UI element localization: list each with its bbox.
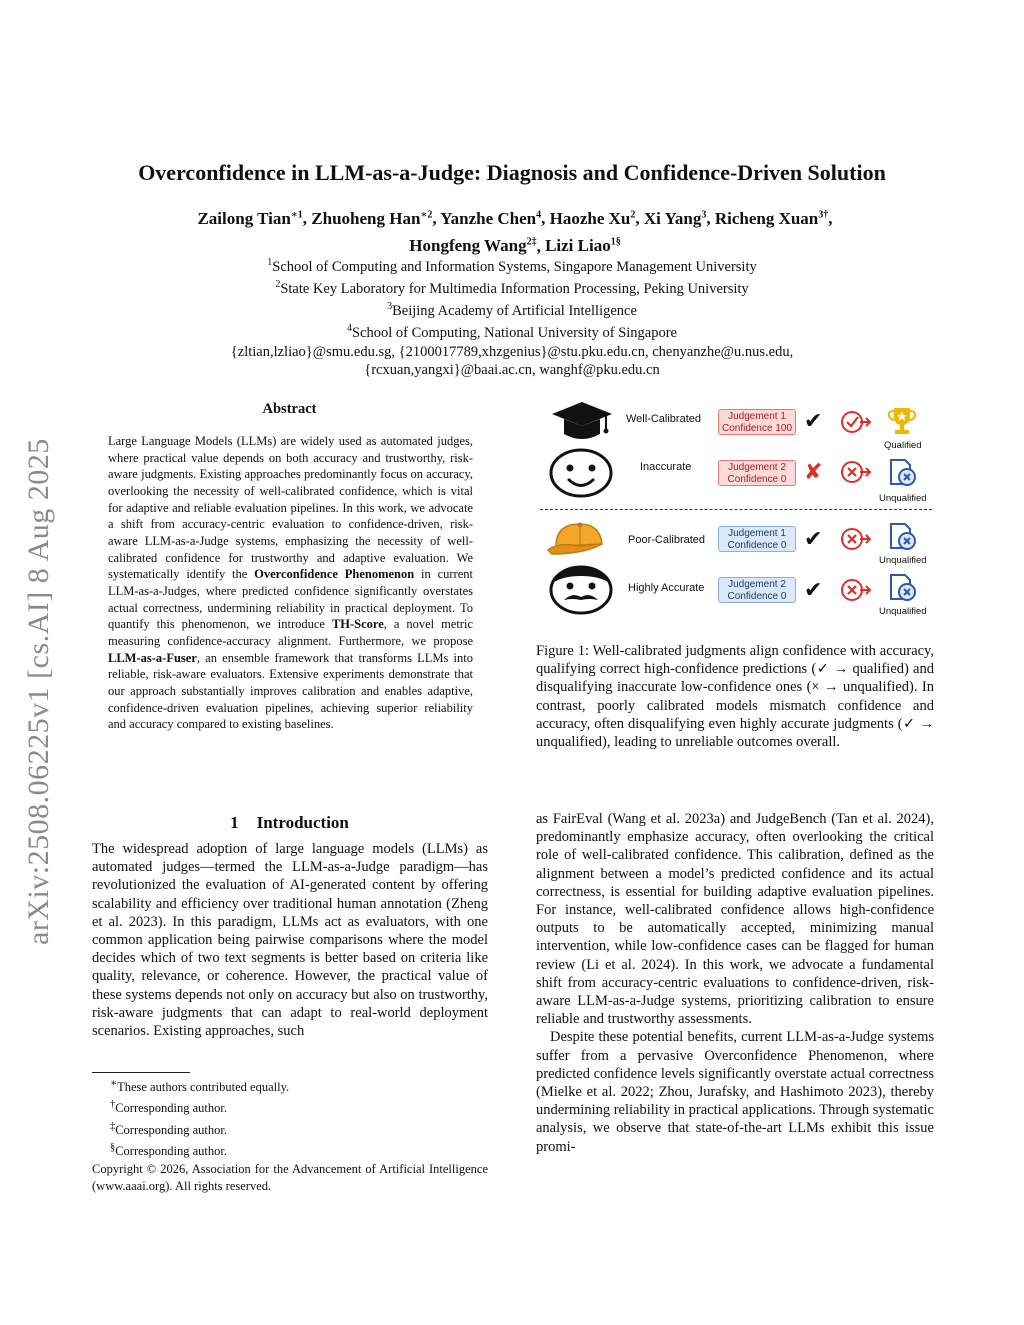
judgement-box: Judgement 1 Confidence 100 — [718, 409, 796, 435]
judgement-box: Judgement 2 Confidence 0 — [718, 577, 796, 603]
outcome-label: Unqualified — [879, 606, 927, 617]
cross-mark-icon: ✘ — [804, 459, 823, 484]
check-mark-icon: ✔ — [804, 577, 823, 602]
row-label: Poor-Calibrated — [628, 534, 706, 546]
figure-dashed-divider — [540, 509, 932, 510]
abstract-body: Large Language Models (LLMs) are widely used as automated judges, where practical value depends on both accuracy and trustworthy, risk-aware judgments. Existing approaches predominantly focus on accuracy, overlooking the necessity of well-calibrated confidence, which is vital for adaptive and reliable evaluation pipelines. In this work, we advocate a shift from accuracy-centric evaluation to confidence-driven, risk-aware LLM-as-a-Judge systems, emphasizing the necessity of well-calibrated confidence for trustworthy and adaptive evaluation. We systematically identify the Overconfidence Phenomenon in current LLM-as-a-Judges, where predicted confidence significantly overstates actual correctness, undermining reliability in practical deployment. To quantify this phenomenon, we introduce TH-Score, a novel metric measuring confidence-accuracy alignment. Furthermore, we propose LLM-as-a-Fuser, an ensemble framework that transforms LLMs into reliable, risk-aware evaluators. Extensive experiments demonstrate that our approach substantially improves calibration and enables adaptive, confidence-driven evaluation pipelines, achieving superior reliability and accuracy compared to existing baselines. — [108, 434, 473, 732]
figure-1 — [536, 396, 934, 626]
affiliation: $^2$State Key Laboratory for Multimedia Information Processing, Peking University — [275, 279, 749, 297]
affiliation: $^3$Beijing Academy of Artificial Intelligence — [387, 301, 637, 320]
outcome-label: Qualified — [884, 440, 922, 451]
check-mark-icon: ✔ — [804, 408, 823, 433]
outcome-label: Unqualified — [879, 555, 927, 566]
affiliation: $^1$School of Computing and Information Systems, Singapore Management University — [267, 257, 757, 275]
smiling-face-icon — [548, 448, 614, 498]
introduction-paragraph: Despite these potential benefits, current LLM-as-a-Judge systems suffer from a pervasive Overconfidence Phenomenon, where predicted confidence levels significantly overstate actual correctness (Mielke et al. 2022; Zhou, Jurafsky, and Hashimoto 2023), thereby undermining reliability in practical applications. Through systematic analysis, we observe that state-of-the-art LLMs exhibit this issue promi- — [536, 1029, 934, 1155]
judgement-box: Judgement 1 Confidence 0 — [718, 526, 796, 552]
row-label: Well-Calibrated — [626, 413, 701, 425]
copyright-notice: Copyright © 2026, Association for the Advancement of Artificial Intelligence (www.aaai.org). All rights reserved. — [92, 1161, 488, 1194]
author: Hongfeng Wang$^{2\ddagger}$ — [409, 236, 537, 256]
footnotes — [92, 1075, 488, 1195]
author-list: Zailong Tian$^{∗1}$, Zhuoheng Han$^{∗2}$, Yanzhe Chen$^4$, Haozhe Xu$^2$, Xi Yang$^3$, Richeng Xuan$^{3\dagger}$, Hongfeng Wang$^{2\ddagger}$, Lizi Liao$^{1\S}$ — [197, 208, 833, 256]
email-line: {zltian,lzliao}@smu.edu.sg, {2100017789,xhzgenius}@stu.pku.edu.cn, chenyanzhe@u.nus.edu, — [230, 343, 794, 360]
check-mark-icon: ✔ — [804, 526, 823, 551]
figure-caption: Figure 1: Well-calibrated judgments align confidence with accuracy, qualifying correct high-confidence predictions (✓ → qualified) and disqualifying inaccurate low-confidence ones (× → unqualified). In contrast, poorly calibrated models mismatch confidence and accuracy, often disqualifying even highly accurate judgments (✓ → unqualified), leading to unreliable outcomes overall. — [536, 643, 934, 751]
section-heading-introduction: 1 Introduction — [230, 813, 349, 832]
row-label: Inaccurate — [640, 461, 692, 473]
footnote-divider — [92, 1072, 190, 1073]
arxiv-identifier-stamp: arXiv:2508.06225v1 [cs.AI] 8 Aug 2025 — [22, 438, 55, 945]
author: Haozhe Xu$^2$ — [549, 208, 636, 228]
outcome-label: Unqualified — [879, 493, 927, 504]
author: Zhuoheng Han$^{∗2}$ — [311, 208, 433, 228]
row-label: Highly Accurate — [628, 582, 705, 594]
rejected-document-icon — [888, 522, 918, 552]
email-line: {rcxuan,yangxi}@baai.ac.cn, wanghf@pku.edu.cn — [364, 361, 660, 378]
footnote: §Corresponding author. — [110, 1142, 227, 1159]
footnote: ‡Corresponding author. — [110, 1120, 227, 1138]
right-column-body — [536, 810, 934, 1156]
baseball-cap-icon — [544, 520, 614, 556]
introduction-paragraph-continued: as FairEval (Wang et al. 2023a) and JudgeBench (Tan et al. 2024), predominantly emphasize accuracy, often overlooking the critical role of well-calibrated confidence. This calibration, defined as the alignment between a model’s predicted confidence and its actual correctness, is essential for building adaptive evaluation pipelines. For instance, well-calibrated confidence allows high-confidence outputs to be automatically accepted, minimizing manual intervention, while low-confidence cases can be flagged for human review (Li et al. 2024). In this work, we advocate a fundamental shift from accuracy-centric evaluations to confidence-driven, risk-aware LLM-as-a-Judge systems, prioritizing calibration to ensure reliable and trustworthy assessments. — [536, 811, 934, 1028]
footnote: ∗These authors contributed equally. — [110, 1078, 290, 1095]
trophy-icon — [888, 406, 916, 436]
evaluator-reject-icon — [838, 527, 872, 551]
paper-title: Overconfidence in LLM-as-a-Judge: Diagnosis and Confidence-Driven Solution — [138, 160, 886, 185]
rejected-document-icon — [888, 573, 918, 603]
author: Xi Yang$^3$ — [643, 208, 707, 228]
affiliation: $^4$School of Computing, National University of Singapore — [346, 323, 677, 342]
introduction-paragraph: The widespread adoption of large language models (LLMs) as automated judges—termed the LLM-as-a-Judge paradigm—has revolutionized the evaluation of AI-generated content by offering scalability and efficiency over traditional human annotation (Zheng et al. 2023). In this paradigm, LLMs act as evaluators, with one common application being pairwise comparisons where the model decides which of two text segments is better based on criteria like quality, relevance, or coherence. However, the practical value of these systems depends not only on accuracy but also on trustworthy, risk-aware judgments that can adapt to real-world deployment scenarios. Existing approaches, such — [92, 841, 488, 1040]
author: Lizi Liao$^{1\S}$ — [545, 236, 621, 256]
evaluator-approve-icon — [838, 410, 872, 434]
evaluator-reject-icon — [838, 578, 872, 602]
judgement-box: Judgement 2 Confidence 0 — [718, 460, 796, 486]
evaluator-reject-icon — [838, 460, 872, 484]
author: Yanzhe Chen$^4$ — [440, 208, 542, 228]
rejected-document-icon — [888, 458, 918, 488]
graduation-cap-icon — [550, 400, 614, 446]
mustache-face-icon — [548, 564, 614, 614]
affiliations — [0, 254, 1024, 379]
author: Richeng Xuan$^{3\dagger}$ — [714, 208, 829, 228]
author: Zailong Tian$^{∗1}$ — [197, 208, 303, 228]
footnote: †Corresponding author. — [110, 1099, 227, 1116]
abstract-heading: Abstract — [262, 401, 317, 417]
